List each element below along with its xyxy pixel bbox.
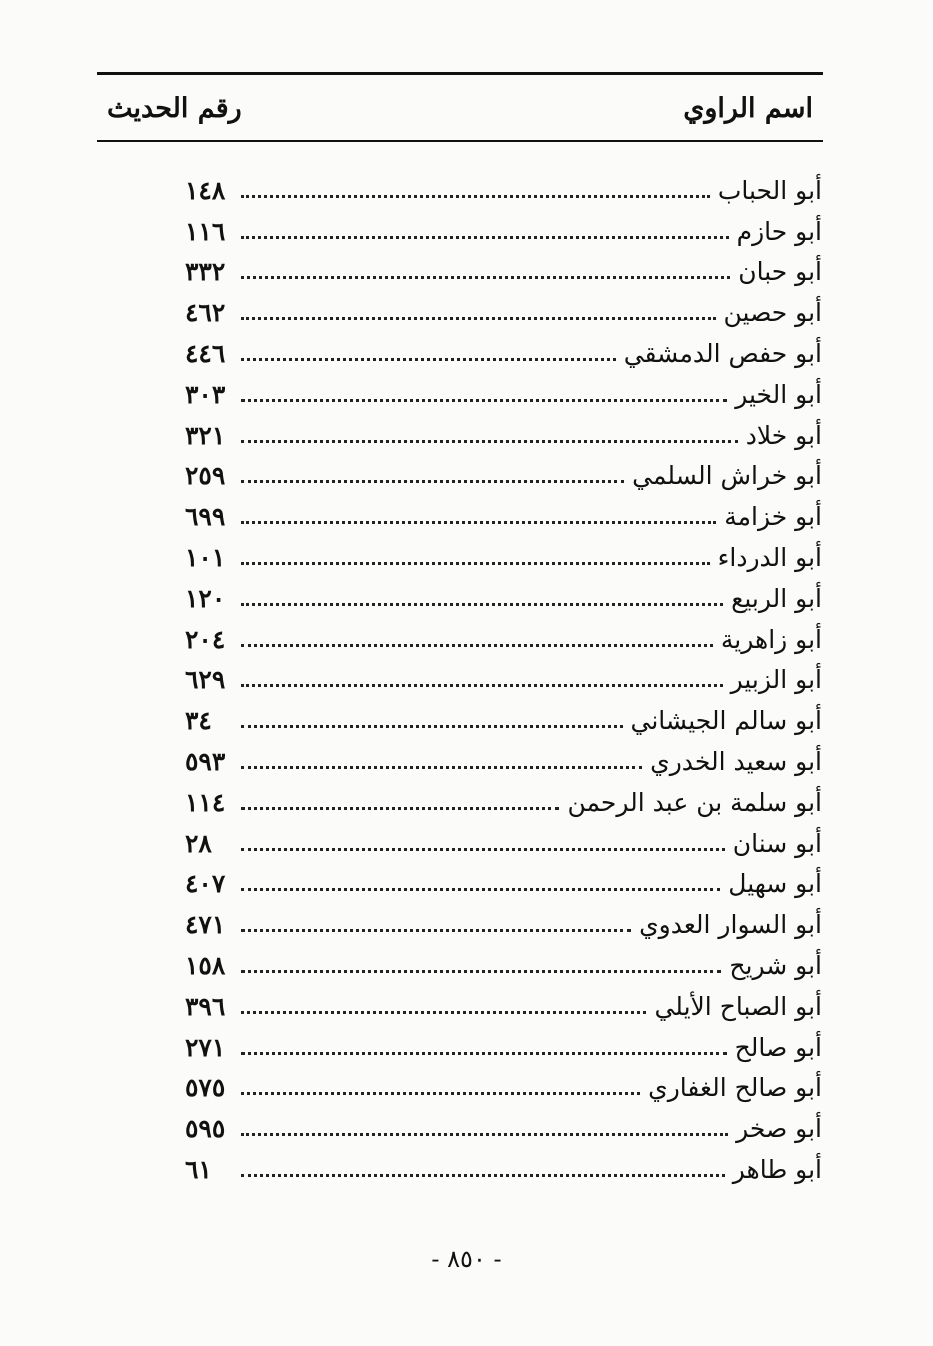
hadith-number: ٢٠٤ (185, 624, 226, 654)
hadith-number: ٣٤ (185, 706, 212, 736)
index-entry (185, 333, 822, 374)
dot-leader (241, 888, 720, 891)
narrator-name: أبو سنان (732, 828, 822, 858)
dot-leader (241, 1052, 727, 1055)
narrator-name: أبو حصين (723, 298, 822, 328)
dot-leader (241, 399, 727, 402)
hadith-number: ٥٩٣ (185, 747, 226, 777)
hadith-number: ٦٢٩ (185, 665, 226, 695)
hadith-number: ٣٢١ (185, 420, 226, 450)
dot-leader (241, 644, 713, 647)
hadith-number: ٤٠٧ (185, 869, 226, 899)
dot-leader (241, 970, 721, 973)
hadith-number: ٤٤٦ (185, 339, 226, 369)
dot-leader (241, 848, 725, 851)
index-entry (185, 782, 822, 823)
narrator-index-list (185, 170, 822, 1190)
hadith-number: ٢٥٩ (185, 461, 226, 491)
index-entry (185, 537, 822, 578)
narrator-name: أبو طاهر (732, 1155, 822, 1185)
hadith-number: ١١٤ (185, 787, 226, 817)
index-entry (185, 904, 822, 945)
index-entry (185, 660, 822, 701)
narrator-name: أبو صخر (736, 1114, 822, 1144)
narrator-name: أبو الزبير (730, 665, 822, 695)
narrator-name: أبو الخير (735, 379, 822, 409)
narrator-name-heading: اسم الراوي (683, 92, 813, 124)
narrator-name: أبو خزامة (724, 502, 822, 532)
page-number: - ٨٥٠ - (431, 1245, 502, 1273)
hadith-number: ١١٦ (185, 216, 226, 246)
hadith-number: ٣٩٦ (185, 991, 226, 1021)
narrator-name: أبو شريح (729, 951, 822, 981)
narrator-name: أبو السوار العدوي (639, 910, 822, 940)
dot-leader (241, 317, 716, 320)
dot-leader (241, 1133, 728, 1136)
dot-leader (241, 1174, 725, 1177)
narrator-name: أبو سعيد الخدري (650, 747, 822, 777)
index-entry (185, 252, 822, 293)
narrator-name: أبو خلاد (745, 420, 822, 450)
index-entry (185, 1027, 822, 1068)
hadith-number: ٢٧١ (185, 1032, 226, 1062)
dot-leader (241, 440, 738, 443)
dot-leader (241, 603, 723, 606)
narrator-name: أبو حازم (736, 216, 822, 246)
narrator-name: أبو سالم الجيشاني (630, 706, 822, 736)
hadith-number: ٤٧١ (185, 910, 226, 940)
index-entry (185, 1068, 822, 1109)
index-entry (185, 415, 822, 456)
narrator-name: أبو سلمة بن عبد الرحمن (567, 787, 822, 817)
hadith-number: ٦١ (185, 1155, 212, 1185)
narrator-name: أبو حبان (738, 257, 822, 287)
narrator-name: أبو سهيل (728, 869, 822, 899)
dot-leader (241, 195, 710, 198)
index-entry (185, 578, 822, 619)
dot-leader (241, 1092, 640, 1095)
index-entry (185, 496, 822, 537)
index-entry (185, 1108, 822, 1149)
hadith-number: ١٢٠ (185, 583, 226, 613)
dot-leader (241, 807, 559, 810)
index-entry (185, 1149, 822, 1190)
dot-leader (241, 521, 716, 524)
index-entry (185, 374, 822, 415)
index-entry (185, 456, 822, 497)
hadith-number: ٥٧٥ (185, 1073, 226, 1103)
narrator-name: أبو زاهرية (720, 624, 822, 654)
index-entry (185, 292, 822, 333)
dot-leader (241, 725, 623, 728)
narrator-name: أبو صالح (734, 1032, 822, 1062)
narrator-name: أبو الربيع (731, 583, 822, 613)
narrator-name: أبو الحباب (717, 175, 822, 205)
index-entry (185, 741, 822, 782)
hadith-number: ٢٨ (185, 828, 212, 858)
dot-leader (241, 358, 616, 361)
dot-leader (241, 1011, 646, 1014)
dot-leader (241, 276, 730, 279)
narrator-name: أبو الصباح الأيلي (654, 991, 822, 1021)
index-entry (185, 864, 822, 905)
index-entry (185, 619, 822, 660)
hadith-number: ٣٣٢ (185, 257, 226, 287)
index-entry (185, 945, 822, 986)
index-entry (185, 823, 822, 864)
narrator-name: أبو خراش السلمي (632, 461, 822, 491)
table-header (97, 86, 823, 130)
index-entry (185, 986, 822, 1027)
index-entry (185, 170, 822, 211)
index-entry (185, 211, 822, 252)
header-bottom-rule (97, 140, 823, 142)
hadith-number: ١٠١ (185, 543, 226, 573)
dot-leader (241, 766, 642, 769)
hadith-number: ٣٠٣ (185, 379, 226, 409)
hadith-number: ٦٩٩ (185, 502, 226, 532)
header-top-rule (97, 72, 823, 75)
hadith-number: ١٤٨ (185, 175, 226, 205)
hadith-number: ٤٦٢ (185, 298, 226, 328)
dot-leader (241, 929, 631, 932)
hadith-number: ١٥٨ (185, 951, 226, 981)
dot-leader (241, 236, 729, 239)
narrator-name: أبو صالح الغفاري (648, 1073, 822, 1103)
dot-leader (241, 562, 710, 565)
narrator-name: أبو حفص الدمشقي (623, 339, 822, 369)
hadith-number: ٥٩٥ (185, 1114, 226, 1144)
index-entry (185, 700, 822, 741)
dot-leader (241, 480, 624, 483)
narrator-name: أبو الدرداء (717, 543, 822, 573)
dot-leader (241, 684, 723, 687)
hadith-number-heading: رقم الحديث (107, 92, 242, 124)
